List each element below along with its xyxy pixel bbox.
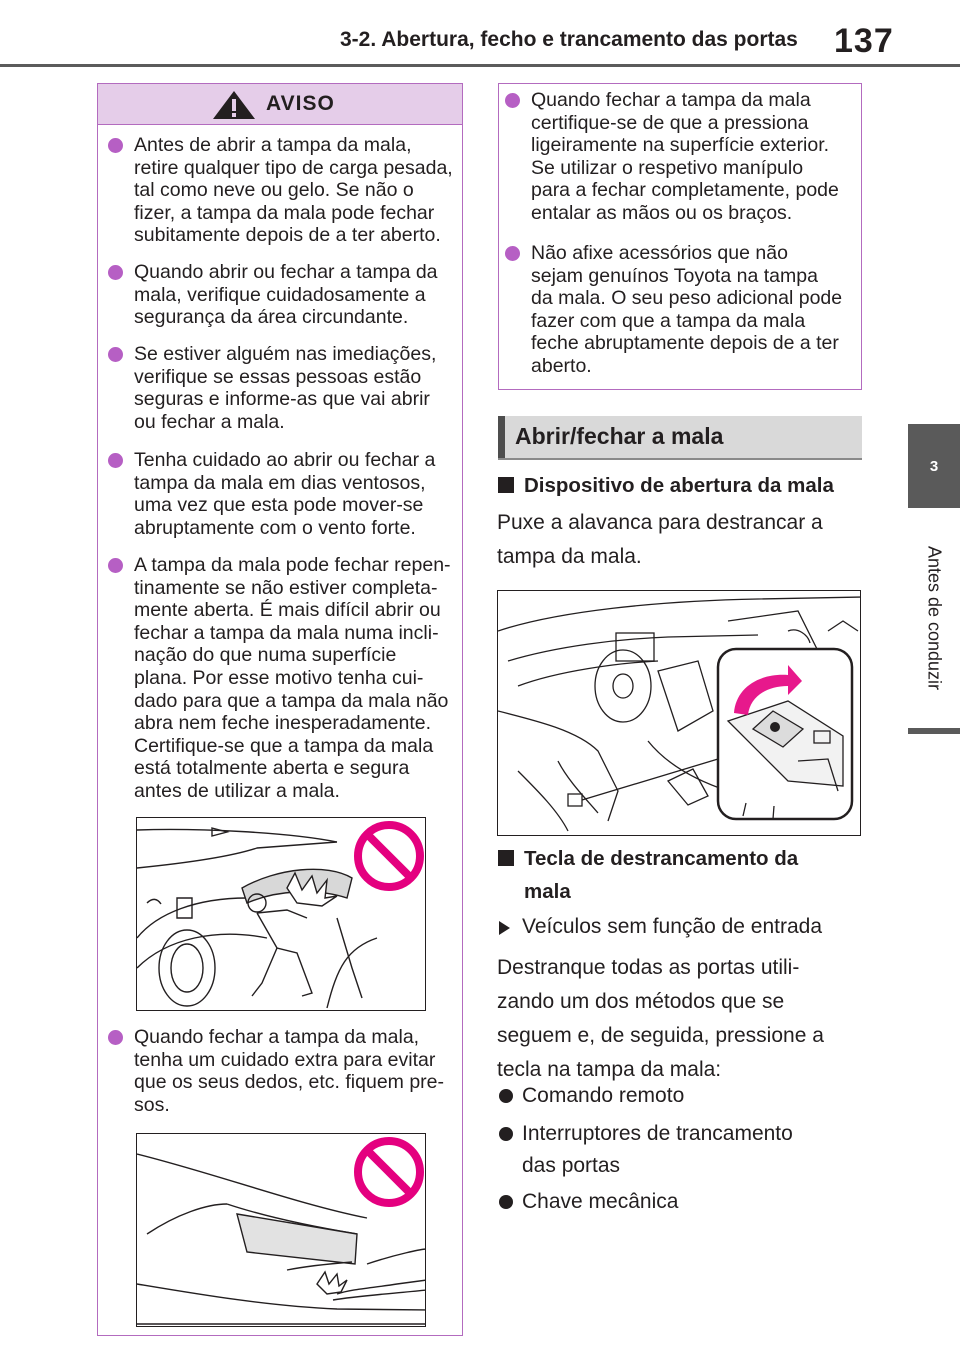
section-header-bar <box>498 416 505 458</box>
square-bullet-icon <box>498 477 514 493</box>
bullet-icon <box>505 246 520 261</box>
chapter-tab-rule <box>908 728 960 734</box>
bullet-icon <box>108 1030 123 1045</box>
chapter-number: 3 <box>929 457 939 475</box>
header-title: 3-2. Abertura, fecho e trancamento das portas <box>340 28 798 51</box>
prohibition-icon <box>352 819 426 893</box>
warning-triangle-icon <box>211 89 257 121</box>
bullet-icon <box>499 1089 513 1103</box>
bullet-icon <box>108 265 123 280</box>
chapter-title: Antes de conduzir <box>924 545 945 691</box>
square-bullet-icon <box>498 850 514 866</box>
bullet-icon <box>108 453 123 468</box>
arrow-bullet-icon <box>499 921 510 935</box>
illustration-release-lever <box>497 590 861 836</box>
warning-header <box>98 84 462 125</box>
header-rule <box>0 64 960 67</box>
bullet-icon <box>108 138 123 153</box>
bullet-icon <box>499 1127 513 1141</box>
section-header <box>498 416 862 460</box>
page-number: 137 <box>834 22 894 60</box>
chapter-tab <box>908 424 960 508</box>
bullet-icon <box>108 347 123 362</box>
warning-label: AVISO <box>266 92 335 115</box>
section-title: Abrir/fechar a mala <box>515 423 724 449</box>
subsection-text: Destranque todas as portas utili- zando um dos métodos que se seguem e, de seguida, pressione a tecla na tampa da mala: <box>497 956 824 1081</box>
prohibition-icon <box>352 1135 426 1209</box>
bullet-icon <box>108 558 123 573</box>
bullet-icon <box>505 93 520 108</box>
bullet-icon <box>499 1195 513 1209</box>
chapter-tab-label <box>908 508 960 728</box>
subsection-text: Puxe a alavanca para destrancar a tampa da mala. <box>497 511 823 568</box>
car-interior-illustration <box>498 591 861 836</box>
